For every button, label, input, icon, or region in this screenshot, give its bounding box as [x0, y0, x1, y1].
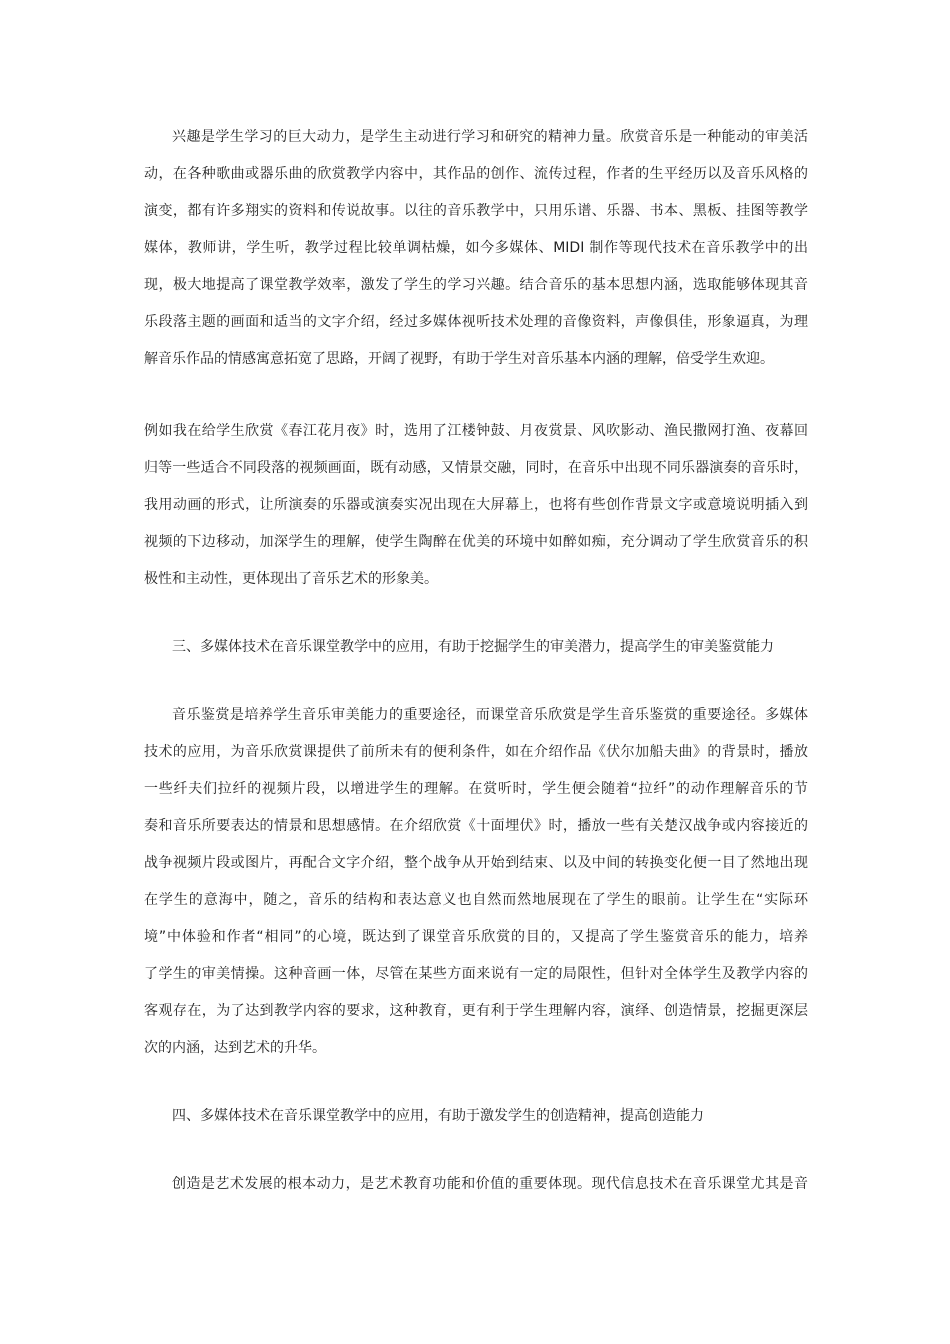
text-line: 解音乐作品的情感寓意拓宽了思路，开阔了视野，有助于学生对音乐基本内涵的理解，倍受学生欢迎。 — [144, 351, 774, 367]
text-line: 音乐鉴赏是培养学生音乐审美能力的重要途径，而课堂音乐欣赏是学生音乐鉴赏的重要途径。多媒体 — [172, 707, 808, 723]
text-line: 我用动画的形式，让所演奏的乐器或演奏实况出现在大屏幕上，也将有些创作背景文字或意境说明插入到 — [144, 497, 808, 513]
text-line: 乐段落主题的画面和适当的文字介绍，经过多媒体视听技术处理的音像资料，声像俱佳，形象逼真，为理 — [144, 314, 808, 330]
text-line: 极性和主动性，更体现出了音乐艺术的形象美。 — [144, 571, 438, 587]
text-line: 视频的下边移动，加深学生的理解，使学生陶醉在优美的环境中如醉如痴，充分调动了学生欣赏音乐的积 — [144, 534, 808, 550]
text-line: 了学生的审美情操。这种音画一体，尽管在某些方面来说有一定的局限性，但针对全体学生及教学内容的 — [144, 966, 808, 982]
text-line: 一些纤夫们拉纤的视频片段，以增进学生的理解。在赏听时，学生便会随着“拉纤”的动作理解音乐的节 — [144, 781, 808, 797]
text-line: 客观存在，为了达到教学内容的要求，这种教育，更有利于学生理解内容，演绎、创造情景，挖掘更深层 — [144, 1003, 808, 1019]
text-line: 兴趣是学生学习的巨大动力，是学生主动进行学习和研究的精神力量。欣赏音乐是一种能动的审美活 — [172, 129, 808, 145]
text-line: 例如我在给学生欣赏《春江花月夜》时，选用了江楼钟鼓、月夜赏景、风吹影动、渔民撒网打渔、夜幕回 — [144, 423, 808, 439]
text-line: 境”中体验和作者“相同”的心境，既达到了课堂音乐欣赏的目的，又提高了学生鉴赏音乐的能力，培养 — [144, 929, 808, 945]
text-line: 技术的应用，为音乐欣赏课提供了前所未有的便利条件，如在介绍作品《伏尔加船夫曲》的背景时，播放 — [144, 744, 808, 760]
section-heading-four: 四、多媒体技术在音乐课堂教学中的应用，有助于激发学生的创造精神，提高创造能力 — [172, 1108, 704, 1124]
text-line: 创造是艺术发展的根本动力，是艺术教育功能和价值的重要体现。现代信息技术在音乐课堂尤其是音 — [172, 1176, 808, 1192]
text-line: 媒体，教师讲，学生听，教学过程比较单调枯燥，如今多媒体、MIDI 制作等现代技术在音乐教学中的出 — [144, 240, 808, 256]
text-line: 在学生的意海中，随之，音乐的结构和表达意义也自然而然地展现在了学生的眼前。让学生在“实际环 — [144, 892, 808, 908]
text-line: 战争视频片段或图片，再配合文字介绍，整个战争从开始到结束、以及中间的转换变化便一目了然地出现 — [144, 855, 808, 871]
section-heading-three: 三、多媒体技术在音乐课堂教学中的应用，有助于挖掘学生的审美潜力，提高学生的审美鉴赏能力 — [172, 639, 774, 655]
text-line: 奏和音乐所要表达的情景和思想感情。在介绍欣赏《十面埋伏》时，播放一些有关楚汉战争或内容接近的 — [144, 818, 808, 834]
text-line: 次的内涵，达到艺术的升华。 — [144, 1040, 326, 1056]
text-line: 动，在各种歌曲或器乐曲的欣赏教学内容中，其作品的创作、流传过程，作者的生平经历以及音乐风格的 — [144, 166, 808, 182]
text-line: 现，极大地提高了课堂教学效率，激发了学生的学习兴趣。结合音乐的基本思想内涵，选取能够体现其音 — [144, 277, 808, 293]
text-line: 归等一些适合不同段落的视频画面，既有动感，又情景交融，同时，在音乐中出现不同乐器演奏的音乐时， — [144, 460, 808, 476]
text-line: 演变，都有许多翔实的资料和传说故事。以往的音乐教学中，只用乐谱、乐器、书本、黑板、挂图等教学 — [144, 203, 808, 219]
